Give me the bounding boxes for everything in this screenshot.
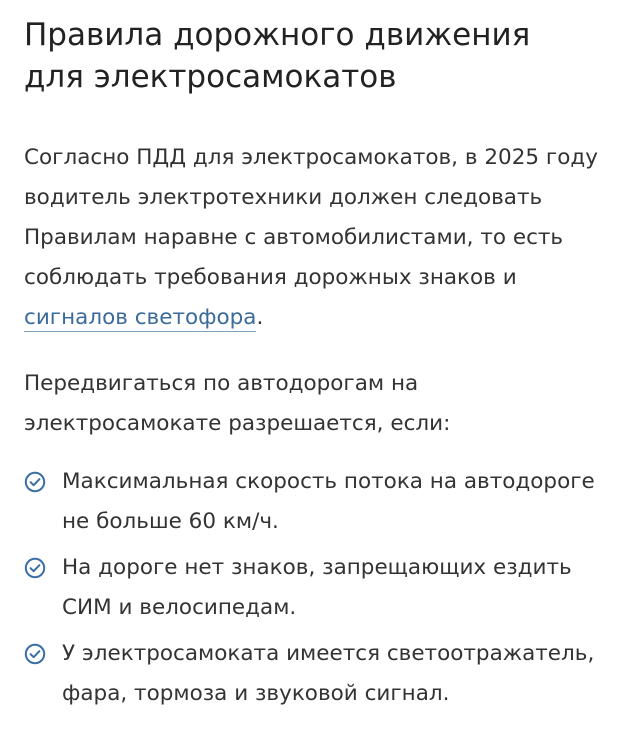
intro-paragraph <box>24 138 624 338</box>
list-item-text: На дороге нет знаков, запрещающих ездить СИМ и велосипедам. <box>62 555 572 620</box>
list-item-text: У электросамоката имеется светоотражатель, фара, тормоза и звуковой сигнал. <box>62 641 595 706</box>
list-item-text: Максимальная скорость потока на автодороге не больше 60 км/ч. <box>62 469 595 534</box>
list-item <box>24 634 620 714</box>
list-item <box>24 548 620 628</box>
list-item <box>24 462 620 542</box>
traffic-light-signals-link[interactable]: сигналов светофора <box>24 305 257 330</box>
check-circle-icon <box>24 643 46 665</box>
intro-text: Согласно ПДД для электросамокатов, в 2025 году водитель электротехники должен следовать Правилам наравне с автомобилистами, то есть соблюдать требования дорожных знаков и <box>24 145 598 290</box>
check-circle-icon <box>24 557 46 579</box>
article-title: Правила дорожного движения для электросамокатов <box>24 17 531 95</box>
conditions-list <box>24 462 620 714</box>
check-circle-icon <box>24 471 46 493</box>
conditions-heading: Передвигаться по автодорогам на электросамокате разрешается, если: <box>24 371 451 436</box>
intro-text-end: . <box>256 305 264 330</box>
